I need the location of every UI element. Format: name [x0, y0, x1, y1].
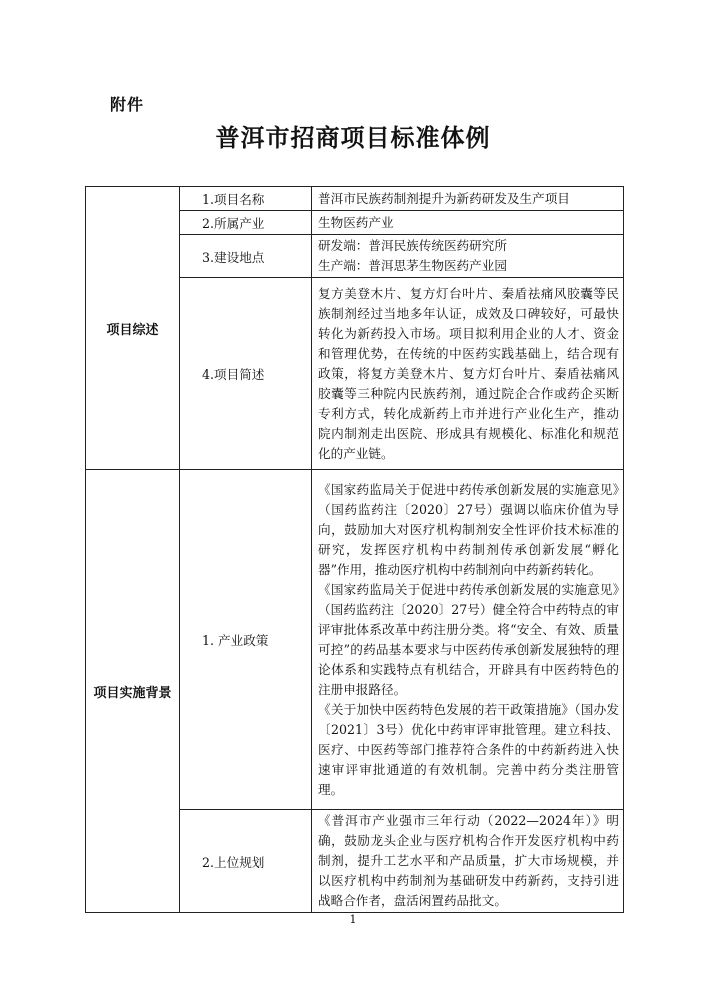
page-number: 1 [349, 913, 357, 926]
row-value [312, 211, 624, 235]
value-line: 《国家药监局关于促进中药传承创新发展的实施意见》（国药监药注〔2020〕27号）健全符合中药特点的审评审批体系改革中药注册分类。将“安全、有效、质量可控”的药品基本要求与中医药传承创新发展独特的理论体系和实践特点有机结合，开辟具有中医药特色的注册申报路径。 [318, 581, 619, 697]
table-row [86, 187, 624, 211]
row-value [312, 810, 624, 913]
row-label: 2.所属产业 [180, 211, 312, 235]
row-label: 3.建设地点 [180, 235, 312, 278]
row-value [312, 470, 624, 810]
row-label: 4.项目简述 [180, 278, 312, 470]
value-line: 普洱市民族药制剂提升为新药研发及生产项目 [318, 190, 570, 206]
value-line: 生物医药产业 [318, 214, 394, 230]
section-overview-label: 项目综述 [86, 187, 180, 470]
value-line: 《关于加快中医药特色发展的若干政策措施》（国办发〔2021〕3号）优化中药审评审批管理。建立科技、医疗、中医药等部门推荐符合条件的中药新药进入快速审评审批通道的有效机制。完善中药分类注册管理。 [318, 701, 619, 797]
row-label: 1. 产业政策 [180, 470, 312, 810]
attachment-label: 附件 [110, 95, 145, 114]
row-label: 1.项目名称 [180, 187, 312, 211]
value-line: 生产端：普洱思茅生物医药产业园 [318, 258, 507, 273]
value-line: 研发端：普洱民族传统医药研究所 [318, 238, 507, 253]
table-row [86, 470, 624, 810]
row-value [312, 235, 624, 278]
row-value [312, 278, 624, 470]
value-line: 《普洱市产业强市三年行动（2022—2024年）》明确，鼓励龙头企业与医疗机构合作开发医疗机构中药制剂，提升工艺水平和产品质量，扩大市场规模，并以医疗机构中药制剂为基础研发中药新药，支持引进战略合作者，盘活闲置药品批文。 [318, 813, 619, 908]
document-title: 普洱市招商项目标准体例 [215, 124, 491, 152]
project-table [85, 186, 624, 913]
value-line: 复方美登木片、复方灯台叶片、秦盾祛痛风胶囊等民族制剂经过当地多年认证，成效及口碑较好，可最快转化为新药投入市场。项目拟利用企业的人才、资金和管理优势，在传统的中医药实践基础上，结合现有政策，将复方美登木片、复方灯台叶片、秦盾祛痛风胶囊等三种院内民族药剂，通过院企合作或药企买断专利方式，转化成新药上市并进行产业化生产，推动院内制剂走出医院、形成具有规模化、标准化和规范化的产业链。 [318, 285, 619, 461]
row-value [312, 187, 624, 211]
row-label: 2.上位规划 [180, 810, 312, 913]
value-line: 《国家药监局关于促进中药传承创新发展的实施意见》（国药监药注〔2020〕27号）强调以临床价值为导向，鼓励加大对医疗机构制剂安全性评价技术标准的研究，发挥医疗机构中药制剂传承创新发展“孵化器”作用，推动医疗机构中药制剂向中药新药转化。 [318, 481, 619, 577]
section-background-label: 项目实施背景 [86, 470, 180, 913]
